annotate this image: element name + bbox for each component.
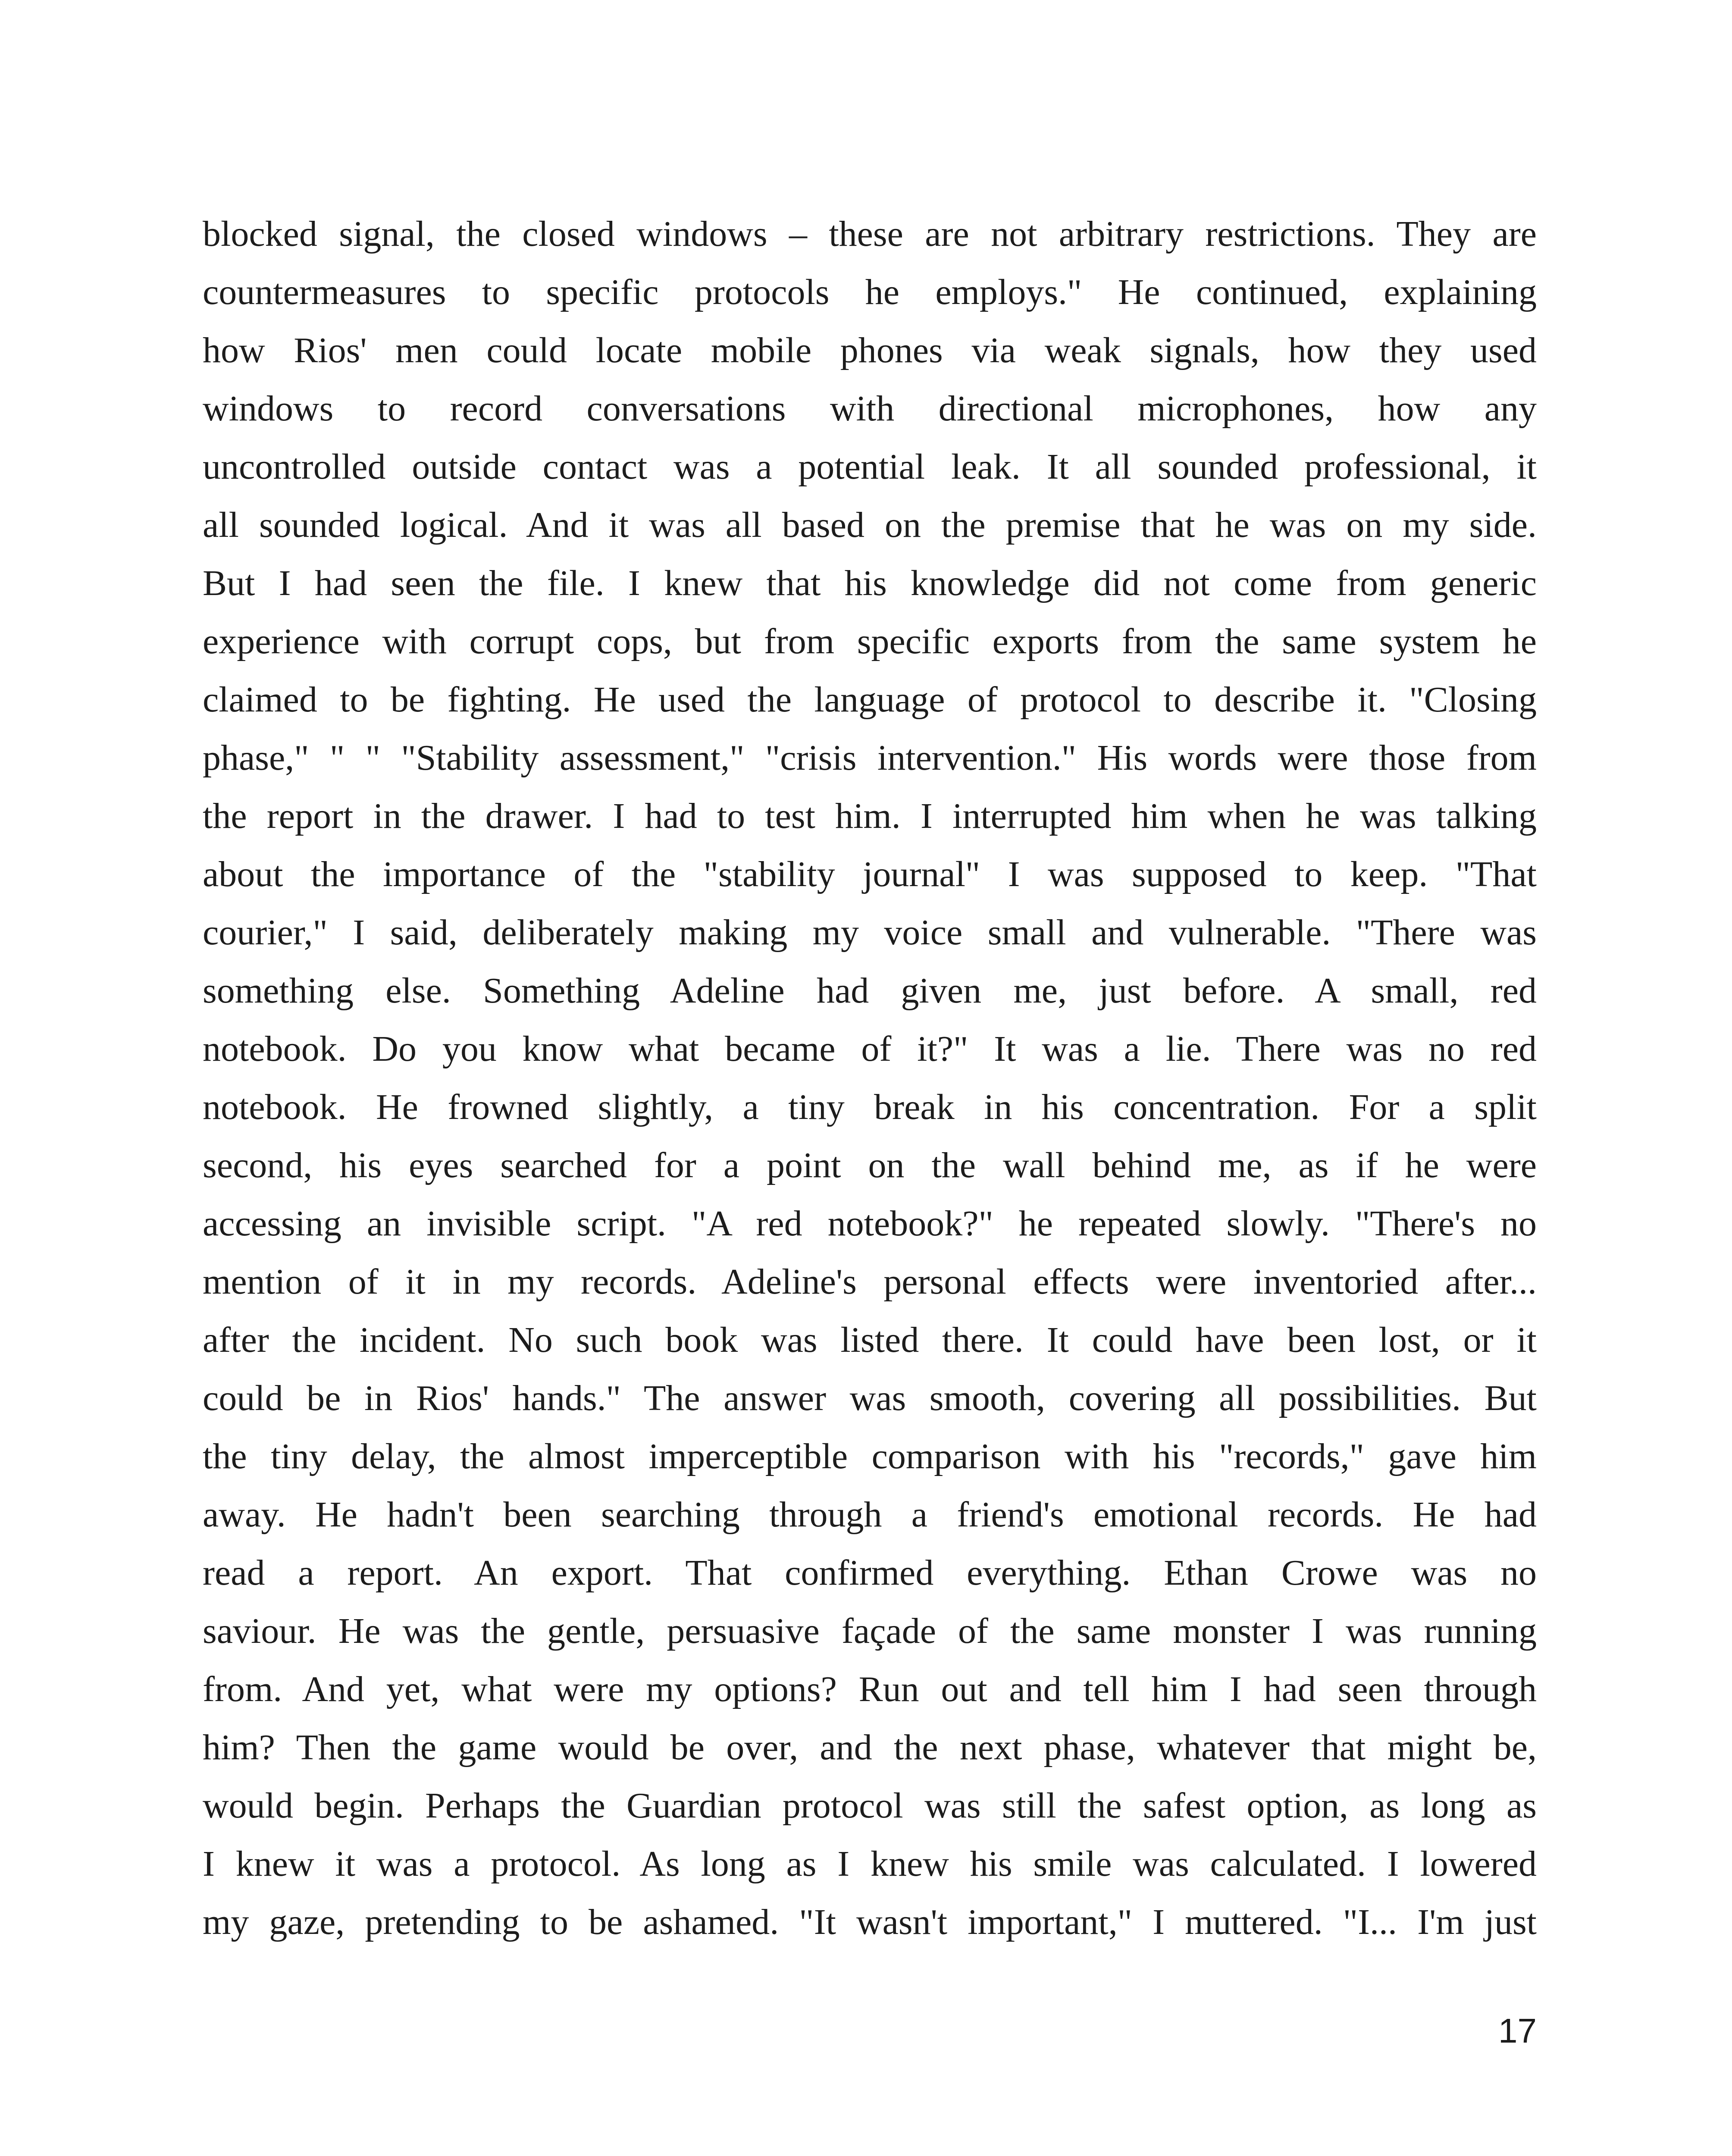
text-line: notebook. Do you know what became of it?" It was a lie. There was no red	[203, 1029, 1537, 1069]
body-text	[203, 205, 1537, 1951]
text-line: read a report. An export. That confirmed everything. Ethan Crowe was no	[203, 1553, 1537, 1593]
text-line: all sounded logical. And it was all based on the premise that he was on my side.	[203, 505, 1537, 545]
text-line: the tiny delay, the almost imperceptible comparison with his "records," gave him	[203, 1436, 1537, 1476]
text-line: saviour. He was the gentle, persuasive façade of the same monster I was running	[203, 1611, 1537, 1651]
text-line: phase," " " "Stability assessment," "crisis intervention." His words were those from	[203, 738, 1537, 778]
text-line: second, his eyes searched for a point on the wall behind me, as if he were	[203, 1145, 1537, 1185]
text-line: mention of it in my records. Adeline's personal effects were inventoried after...	[203, 1262, 1537, 1302]
text-line: him? Then the game would be over, and the next phase, whatever that might be,	[203, 1727, 1537, 1767]
page-number: 17	[1498, 2012, 1537, 2050]
text-line: notebook. He frowned slightly, a tiny break in his concentration. For a split	[203, 1087, 1537, 1127]
text-line: could be in Rios' hands." The answer was smooth, covering all possibilities. But	[203, 1378, 1537, 1418]
text-line: accessing an invisible script. "A red notebook?" he repeated slowly. "There's no	[203, 1203, 1537, 1244]
text-line: uncontrolled outside contact was a potential leak. It all sounded professional, it	[203, 447, 1537, 487]
text-line: after the incident. No such book was listed there. It could have been lost, or it	[203, 1320, 1537, 1360]
text-line: blocked signal, the closed windows – these are not arbitrary restrictions. They are	[203, 214, 1537, 254]
text-line: experience with corrupt cops, but from specific exports from the same system he	[203, 621, 1537, 661]
text-line: courier," I said, deliberately making my voice small and vulnerable. "There was	[203, 912, 1537, 953]
text-line: from. And yet, what were my options? Run out and tell him I had seen through	[203, 1669, 1537, 1709]
text-line: the report in the drawer. I had to test him. I interrupted him when he was talking	[203, 796, 1537, 836]
text-line: how Rios' men could locate mobile phones via weak signals, how they used	[203, 330, 1537, 370]
text-line: claimed to be fighting. He used the language of protocol to describe it. "Closing	[203, 680, 1537, 720]
text-line: something else. Something Adeline had given me, just before. A small, red	[203, 971, 1537, 1011]
text-line: I knew it was a protocol. As long as I knew his smile was calculated. I lowered	[203, 1844, 1537, 1884]
text-line: would begin. Perhaps the Guardian protocol was still the safest option, as long as	[203, 1786, 1537, 1826]
text-line: But I had seen the file. I knew that his knowledge did not come from generic	[203, 563, 1537, 603]
text-line: my gaze, pretending to be ashamed. "It wasn't important," I muttered. "I... I'm just	[203, 1902, 1537, 1942]
text-line: countermeasures to specific protocols he employs." He continued, explaining	[203, 272, 1537, 312]
text-line: away. He hadn't been searching through a friend's emotional records. He had	[203, 1495, 1537, 1535]
text-line: about the importance of the "stability journal" I was supposed to keep. "That	[203, 854, 1537, 894]
text-line: windows to record conversations with directional microphones, how any	[203, 389, 1537, 429]
